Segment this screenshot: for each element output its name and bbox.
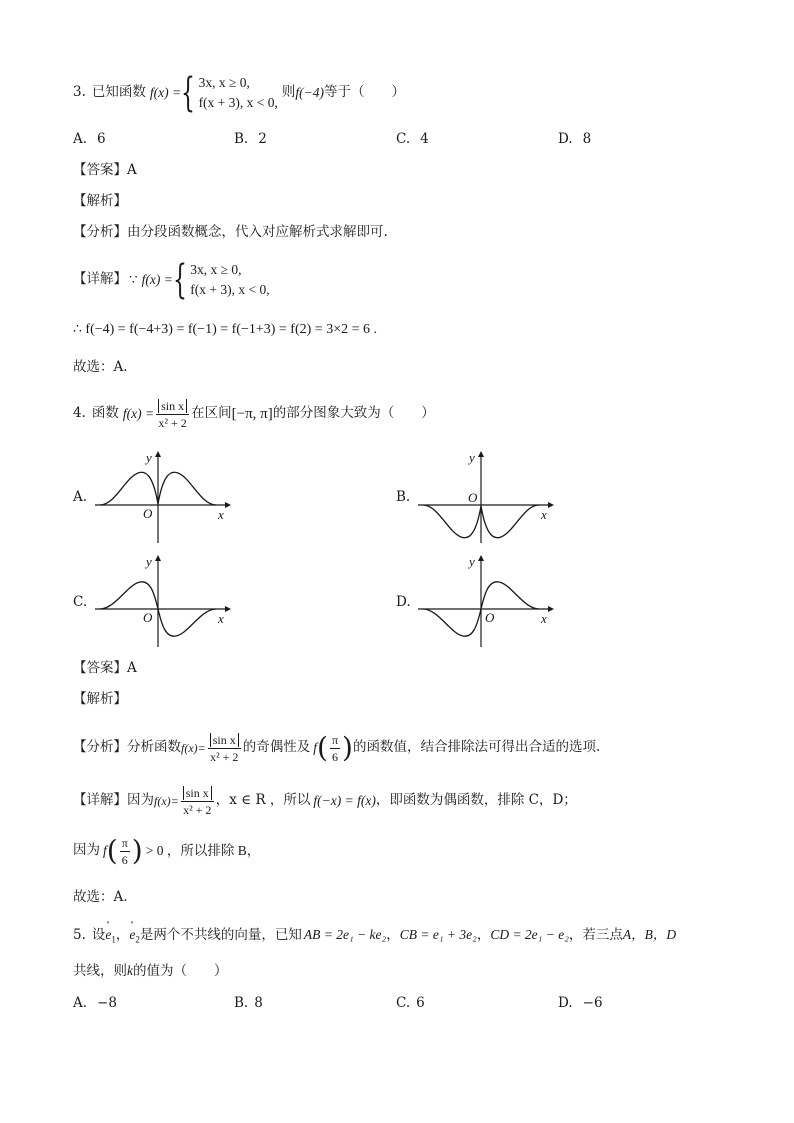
q5-sep-2: ， bbox=[386, 927, 400, 943]
q4-graph-d bbox=[413, 552, 563, 652]
y-label: y bbox=[469, 450, 475, 465]
q4-fenxi-tag: 【分析】 bbox=[73, 739, 127, 756]
q4-line2-pre: 因为 bbox=[73, 842, 100, 859]
q5-option-b bbox=[234, 997, 263, 1011]
x-arrow bbox=[225, 606, 231, 612]
q3-calculation: ∴ f(−4) = f(−4+3) = f(−1) = f(−1+3) = f(2) = 3×2 = 6 . bbox=[73, 322, 377, 337]
q5-option-c bbox=[396, 997, 425, 1011]
q4-line2-six: 6 bbox=[121, 852, 128, 867]
q3-detail bbox=[73, 257, 270, 303]
q4-fenxi-num: sin x bbox=[210, 733, 239, 747]
q5-e2-sub: 2 bbox=[135, 934, 140, 945]
q4-fenxi-pi-over-6 bbox=[330, 733, 340, 764]
q3-option-d bbox=[558, 133, 591, 147]
q3-stem-prefix: 已知函数 bbox=[91, 84, 146, 101]
q3-stem-end: 等于（ ） bbox=[324, 84, 406, 101]
q4-answer-tag: 【答案】 bbox=[73, 660, 127, 676]
q5-e1-letter: e bbox=[105, 927, 112, 942]
q4-fenxi-six: 6 bbox=[332, 749, 338, 764]
y-label: y bbox=[146, 450, 152, 465]
q4-line2-pi: π bbox=[121, 835, 128, 850]
q3-answer-value: A bbox=[127, 162, 137, 178]
q4-interval: [−π, π] bbox=[231, 405, 273, 422]
q3-case-1: 3x, x ≥ 0, bbox=[198, 75, 250, 90]
q4-fenxi-func: f(x)= bbox=[181, 741, 206, 755]
q3-case-2: f(x + 3), x < 0, bbox=[198, 95, 278, 110]
q4-fenxi-pre: 分析函数 bbox=[127, 739, 181, 756]
q5-option-a bbox=[73, 997, 117, 1011]
q4-fenxi-end: 的函数值，结合排除法可得出合适的选项. bbox=[352, 739, 601, 756]
q3-option-c bbox=[396, 133, 429, 147]
q4-detail-func: f(x)= bbox=[154, 794, 179, 808]
q5-sep: ， bbox=[115, 927, 130, 943]
q4-fenxi-mid: 的奇偶性及 bbox=[242, 739, 311, 756]
q3-option-c-value: 4 bbox=[420, 131, 429, 147]
q4-stem-end: 的部分图象大致为（ ） bbox=[272, 405, 435, 422]
q3-detail-tag: 【详解】 bbox=[73, 271, 127, 288]
q3-option-c-label: C. bbox=[396, 131, 411, 147]
q4-detail-den: x² + 2 bbox=[183, 802, 212, 817]
q3-option-b-value: 2 bbox=[258, 131, 267, 147]
q3-option-a-value: 6 bbox=[97, 131, 106, 147]
q4-detail-pre: 因为 bbox=[127, 792, 154, 809]
q3-answer-tag: 【答案】 bbox=[73, 162, 127, 178]
q5-option-d-value: −6 bbox=[582, 995, 603, 1011]
q4-fenxi-den: x² + 2 bbox=[210, 749, 239, 764]
q3-select: 故选：A. bbox=[73, 359, 128, 375]
q4-fraction bbox=[156, 399, 189, 430]
q4-fenxi-rparen: ) bbox=[342, 731, 353, 764]
q5-e2 bbox=[129, 928, 140, 945]
q4-detail-eq: f(−x) = f(x) bbox=[313, 793, 376, 809]
q4-line2-end: > 0 ，所以排除 B， bbox=[145, 843, 261, 859]
q3-option-a bbox=[73, 133, 106, 147]
q3-option-b-label: B. bbox=[234, 131, 249, 147]
q4-line2-rparen: ) bbox=[131, 834, 143, 867]
q5-vector-ab: AB = 2e₁ − ke₂ bbox=[303, 927, 387, 942]
q5-option-d-label: D. bbox=[558, 995, 573, 1011]
q5-text3: ，若三点 bbox=[568, 927, 623, 943]
q4-stem-prefix: 函数 bbox=[91, 405, 119, 422]
q5-points: A，B，D bbox=[622, 927, 677, 942]
q5-line2-pre: 共线，则 bbox=[73, 963, 127, 979]
y-label: y bbox=[146, 554, 152, 569]
q4-detail-fraction bbox=[181, 786, 214, 817]
q3-fenxi bbox=[73, 226, 388, 240]
q4-fenxi-fraction bbox=[208, 733, 241, 764]
q5-vector-cd: CD = 2e₁ − e₂ bbox=[490, 927, 569, 942]
q3-detail-func-lhs: f(x) = bbox=[141, 272, 173, 288]
q4-detail bbox=[73, 784, 577, 818]
q4-fraction-num: sin x bbox=[158, 399, 187, 413]
q5-e1-sub: 1 bbox=[111, 934, 116, 945]
q5-option-c-value: 6 bbox=[416, 995, 425, 1011]
q4-exclude-b bbox=[73, 830, 260, 872]
q4-detail-end: ，即函数为偶函数，排除 C，D； bbox=[375, 792, 577, 809]
q4-line2-lparen: ( bbox=[106, 834, 118, 867]
q3-option-a-label: A. bbox=[73, 131, 88, 147]
q4-fraction-den: x² + 2 bbox=[158, 415, 187, 430]
origin-label: O bbox=[485, 610, 495, 625]
q3-brace: { bbox=[181, 70, 196, 116]
q3-fenxi-tag: 【分析】 bbox=[73, 224, 127, 240]
q3-detail-case-1: 3x, x ≥ 0, bbox=[190, 262, 242, 277]
q4-graph-c bbox=[90, 552, 240, 652]
q5-e2-letter: e bbox=[129, 927, 136, 942]
q5-k: k bbox=[127, 963, 133, 978]
q5-text1: 设 bbox=[91, 927, 106, 943]
x-label: x bbox=[218, 507, 224, 522]
origin-label: O bbox=[143, 610, 153, 625]
q4-line2-pi-over-6 bbox=[120, 836, 130, 867]
q5-stem-line2 bbox=[73, 964, 228, 979]
q3-detail-case-2: f(x + 3), x < 0, bbox=[190, 282, 270, 297]
q5-e1 bbox=[105, 928, 116, 945]
q3-fenxi-text: 由分段函数概念，代入对应解析式求解即可. bbox=[127, 224, 388, 240]
q5-option-a-label: A. bbox=[73, 995, 88, 1011]
q3-answer bbox=[73, 164, 137, 178]
q3-stem-suffix: 则 bbox=[281, 84, 296, 101]
q5-option-b-label: B. bbox=[234, 995, 249, 1011]
q4-fenxi-pi: π bbox=[331, 732, 339, 747]
y-arrow bbox=[155, 555, 161, 561]
x-arrow bbox=[225, 502, 231, 508]
q5-stem-line1 bbox=[73, 928, 676, 945]
q5-line2-end: 的值为（ ） bbox=[133, 963, 228, 979]
q3-func-lhs: f(x) = bbox=[149, 85, 182, 101]
q4-graph-b bbox=[413, 448, 563, 548]
q5-option-c-label: C. bbox=[396, 995, 411, 1011]
origin-label: O bbox=[143, 506, 153, 521]
q5-vector-cb: CB = e₁ + 3e₂ bbox=[399, 927, 477, 942]
q4-detail-mid: ，x ∈ R ，所以 bbox=[215, 792, 311, 809]
q4-detail-num: sin x bbox=[183, 786, 212, 800]
q4-line2-f: f bbox=[103, 843, 107, 859]
q4-option-d-label: D. bbox=[396, 594, 411, 610]
q5-option-a-value: −8 bbox=[97, 995, 117, 1011]
q3-number: 3. bbox=[73, 84, 86, 101]
q4-option-a-label: A. bbox=[73, 489, 88, 505]
q3-because: ∵ bbox=[129, 272, 138, 288]
q4-option-b-label: B. bbox=[396, 489, 411, 505]
x-arrow bbox=[548, 502, 554, 508]
q4-fenxi-f: f bbox=[313, 740, 318, 756]
x-arrow bbox=[548, 606, 554, 612]
q4-fenxi-lparen: ( bbox=[317, 731, 328, 764]
q4-detail-tag: 【详解】 bbox=[73, 792, 127, 809]
q4-option-c-label: C. bbox=[73, 594, 88, 610]
q5-text2: 是两个不共线的向量，已知 bbox=[139, 927, 302, 943]
q4-stem bbox=[73, 396, 435, 432]
q4-fenxi bbox=[73, 727, 600, 769]
q4-select: 故选：A. bbox=[73, 889, 128, 905]
q4-number: 4. bbox=[73, 405, 86, 422]
q3-option-b bbox=[234, 133, 267, 147]
y-label: y bbox=[469, 554, 475, 569]
q4-answer-value: A bbox=[127, 660, 137, 676]
q5-option-d bbox=[558, 997, 603, 1011]
q4-answer bbox=[73, 662, 137, 676]
x-label: x bbox=[541, 611, 547, 626]
q4-stem-mid: 在区间 bbox=[191, 405, 232, 422]
x-label: x bbox=[541, 507, 547, 522]
y-arrow bbox=[155, 451, 161, 457]
q3-analysis-tag: 【解析】 bbox=[73, 193, 127, 209]
origin-label: O bbox=[468, 490, 478, 505]
q5-option-b-value: 8 bbox=[254, 995, 263, 1011]
y-arrow bbox=[478, 451, 484, 457]
q3-detail-brace: { bbox=[172, 257, 187, 303]
q3-stem bbox=[73, 70, 405, 116]
x-label: x bbox=[218, 611, 224, 626]
q4-func-lhs: f(x) = bbox=[122, 406, 155, 422]
q5-sep-3: ， bbox=[476, 927, 491, 943]
q3-option-d-value: 8 bbox=[582, 131, 592, 147]
q4-graph-a bbox=[90, 448, 240, 548]
y-arrow bbox=[478, 555, 484, 561]
q3-option-d-label: D. bbox=[558, 131, 573, 147]
q5-number: 5. bbox=[73, 927, 86, 943]
q4-analysis-tag: 【解析】 bbox=[73, 691, 127, 707]
q3-query: f(−4) bbox=[295, 85, 325, 101]
